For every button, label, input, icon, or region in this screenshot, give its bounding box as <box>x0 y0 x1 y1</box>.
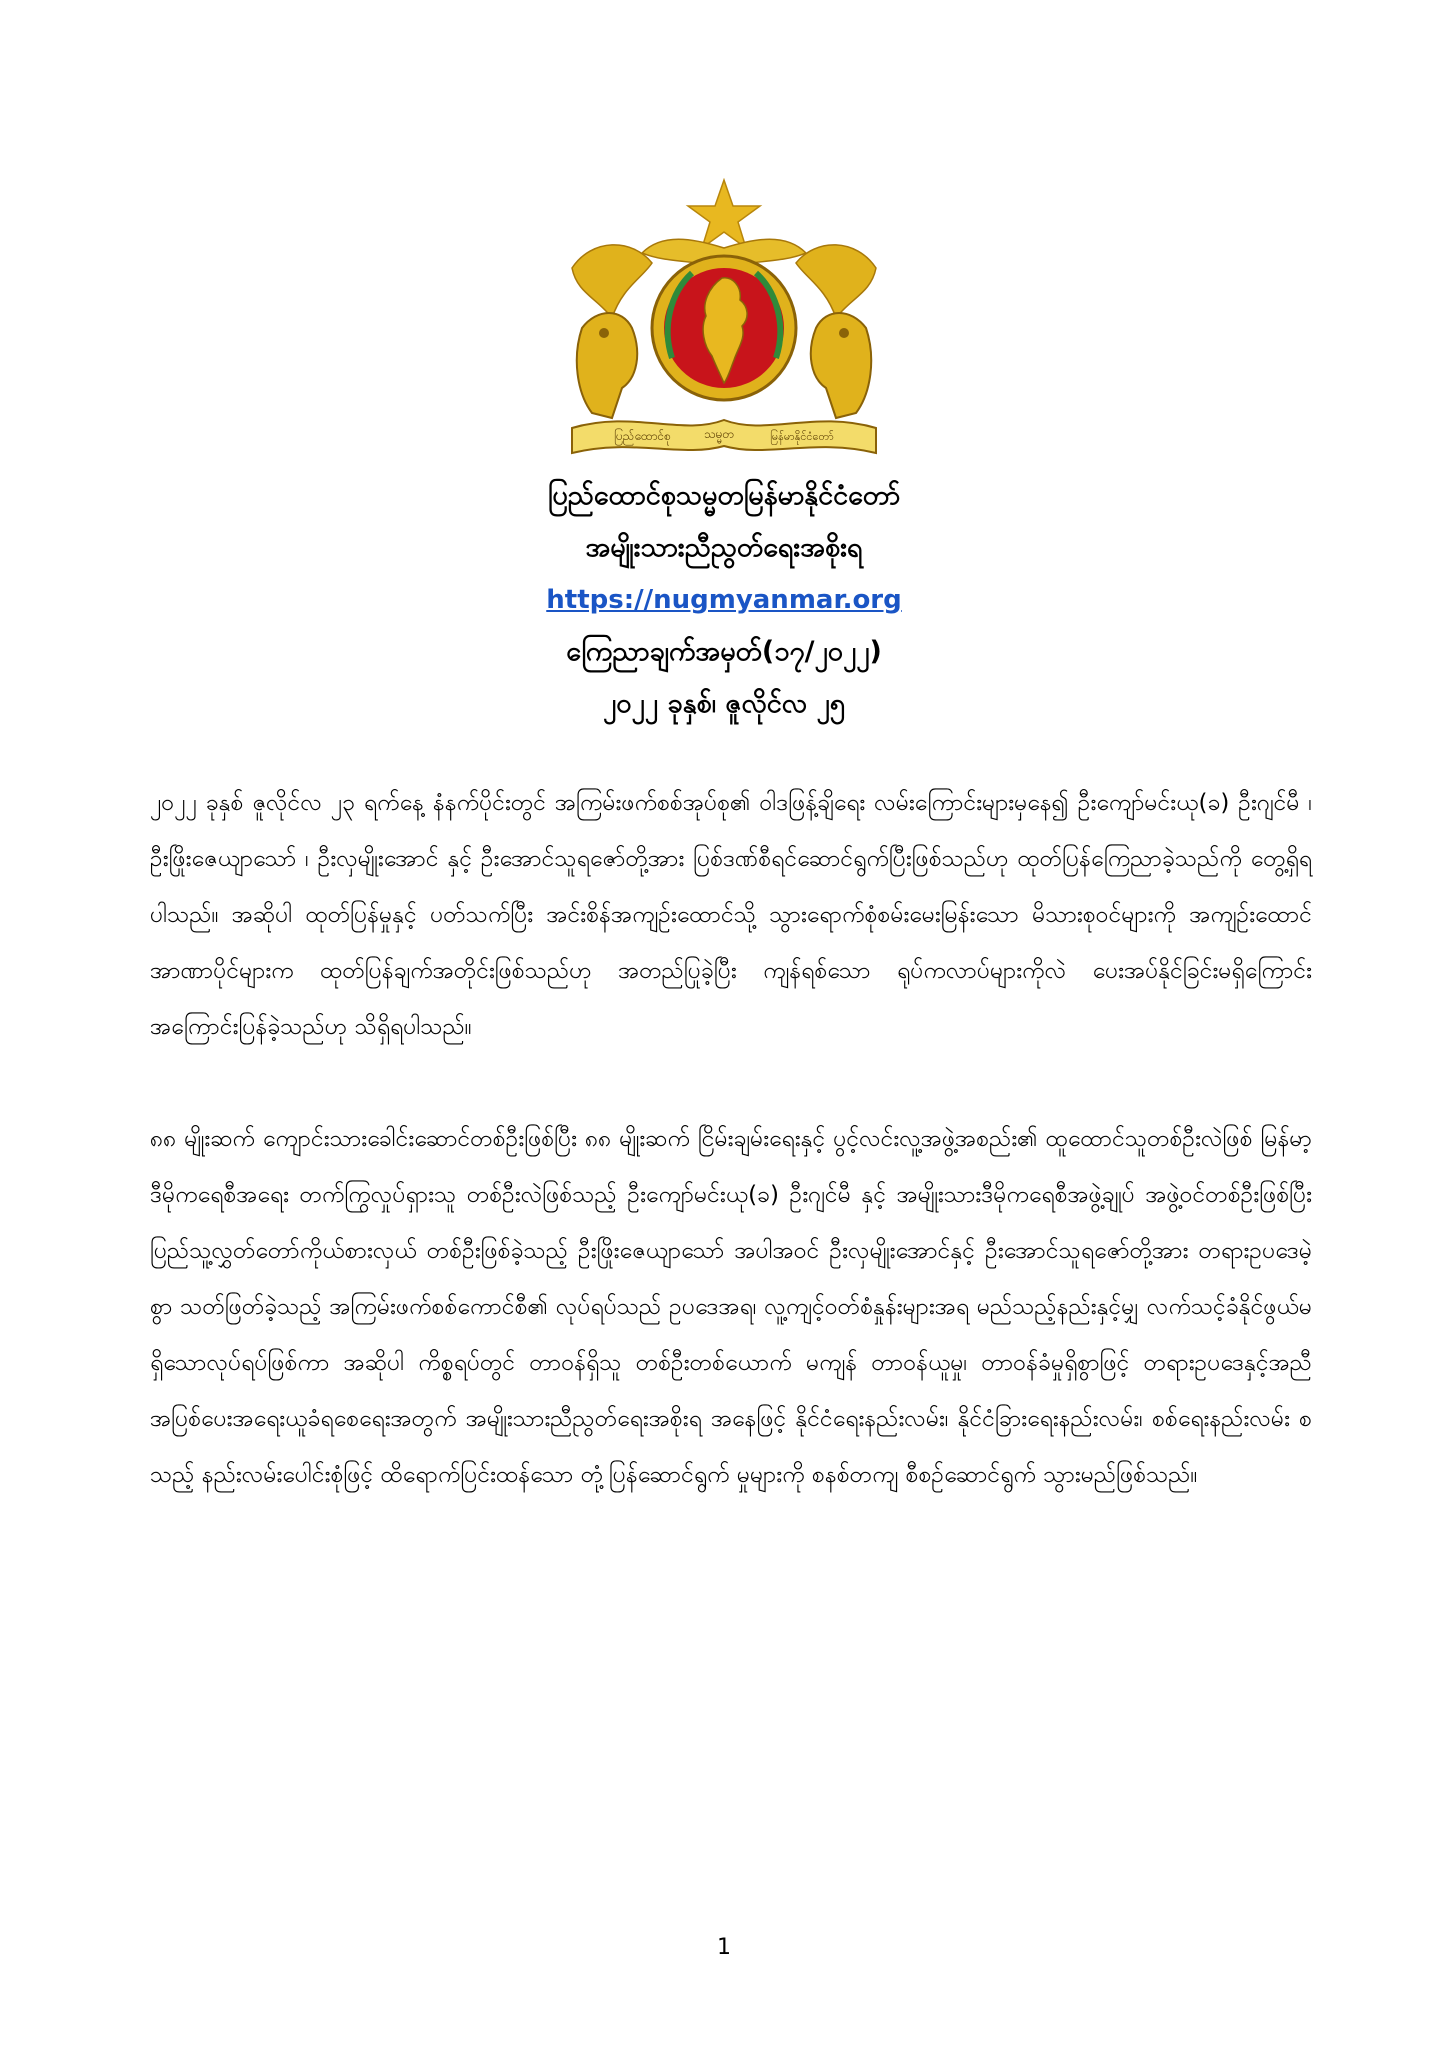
country-name: ပြည်ထောင်စုသမ္မတမြန်မာနိုင်ငံတော် <box>547 480 901 511</box>
page-number: 1 <box>717 1935 731 1960</box>
government-name: အမျိုးသားညီညွတ်ရေးအစိုးရ <box>585 532 863 563</box>
state-emblem <box>552 178 896 460</box>
emblem-text-center: သမ္မတ <box>704 427 735 441</box>
paragraph-1: ၂၀၂၂ ခုနှစ် ဇူလိုင်လ ၂၃ ရက်နေ့ နံနက်ပိုင်းတွင် အကြမ်းဖက်စစ်အုပ်စု၏ ဝါဒဖြန့်ချိရေး လမ်းကြောင်းများမှနေ၍ ဦးကျော်မင်းယု(ခ) ဦးဂျင်မီ ၊ ဦးဖြိုးဇေယျာသော် ၊ ဦးလှမျိုးအောင် နှင့် ဦးအောင်သူရဇော်တို့အား ပြစ်ဒဏ်စီရင်ဆောင်ရွက်ပြီးဖြစ်သည်ဟု ထုတ်ပြန်ကြေညာခဲ့သည်ကို တွေ့ရှိရပါသည်။ အဆိုပါ ထုတ်ပြန်မှုနှင့် ပတ်သက်ပြီး အင်းစိန်အကျဉ်းထောင်သို့ သွားရောက်စုံစမ်းမေးမြန်းသော မိသားစုဝင်များကို အကျဉ်းထောင်အာဏာပိုင်များက ထုတ်ပြန်ချက်အတိုင်းဖြစ်သည်ဟု အတည်ပြုခဲ့ပြီး ကျန်ရစ်သော ရုပ်ကလာပ်များကိုလဲ ပေးအပ်နိုင်ခြင်းမရှိကြောင်း အကြောင်းပြန်ခဲ့သည်ဟု သိရှိရပါသည်။ <box>150 790 1312 1040</box>
paragraph-2: ၈၈ မျိုးဆက် ကျောင်းသားခေါင်းဆောင်တစ်ဦးဖြစ်ပြီး ၈၈ မျိုးဆက် ငြိမ်းချမ်းရေးနှင့် ပွင့်လင်းလူ့အဖွဲ့အစည်း၏ ထူထောင်သူတစ်ဦးလဲဖြစ် မြန်မာ့ဒီမိုကရေစီအရေး တက်ကြွလှုပ်ရှားသူ တစ်ဦးလဲဖြစ်သည့် ဦးကျော်မင်းယု(ခ) ဦးဂျင်မီ နှင့် အမျိုးသားဒီမိုကရေစီအဖွဲ့ချုပ် အဖွဲ့ဝင်တစ်ဦးဖြစ်ပြီး ပြည်သူ့လွှတ်တော်ကိုယ်စားလှယ် တစ်ဦးဖြစ်ခဲ့သည့် ဦးဖြိုးဇေယျာသော် အပါအဝင် ဦးလှမျိုးအောင်နှင့် ဦးအောင်သူရဇော်တို့အား တရားဥပဒေမဲ့စွာ သတ်ဖြတ်ခဲ့သည့် အကြမ်းဖက်စစ်ကောင်စီ၏ လုပ်ရပ်သည် ဥပဒေအရ၊ လူ့ကျင့်ဝတ်စံနှုန်းများအရ မည်သည့်နည်းနှင့်မျှ လက်သင့်ခံနိုင်ဖွယ်မရှိသောလုပ်ရပ်ဖြစ်ကာ အဆိုပါ ကိစ္စရပ်တွင် တာဝန်ရှိသူ တစ်ဦးတစ်ယောက် မကျန် တာဝန်ယူမှု၊ တာဝန်ခံမှုရှိစွာဖြင့် တရားဥပဒေနှင့်အညီ အပြစ်ပေးအရေးယူခံရစေရေးအတွက် အမျိုးသားညီညွတ်ရေးအစိုးရ အနေဖြင့် နိုင်ငံရေးနည်းလမ်း၊ နိုင်ငံခြားရေးနည်းလမ်း၊ စစ်ရေးနည်းလမ်း စသည့် နည်းလမ်းပေါင်းစုံဖြင့် ထိရောက်ပြင်းထန်သော တုံ့ပြန်ဆောင်ရွက် မှုများကို စနစ်တကျ စီစဉ်ဆောင်ရွက် သွားမည်ဖြစ်သည်။ <box>150 1126 1312 1488</box>
emblem-lion-left <box>577 313 637 418</box>
state-emblem-graphic <box>552 178 896 460</box>
document-body <box>150 775 1312 1503</box>
emblem-foliage-left <box>572 245 652 318</box>
website-link[interactable]: https://nugmyanmar.org <box>546 585 902 615</box>
statement-date: ၂၀၂၂ ခုနှစ်၊ ဇူလိုင်လ ၂၅ <box>603 688 845 719</box>
emblem-text-left: ပြည်ထောင်စု <box>614 429 671 443</box>
emblem-star <box>688 180 760 248</box>
statement-number: ကြေညာချက်အမှတ်(၁၇/၂၀၂၂) <box>566 636 882 667</box>
document-header <box>0 470 1448 730</box>
emblem-foliage-right <box>796 245 876 318</box>
emblem-lion-right <box>811 313 871 418</box>
emblem-text-right: မြန်မာနိုင်ငံတော် <box>770 430 834 443</box>
